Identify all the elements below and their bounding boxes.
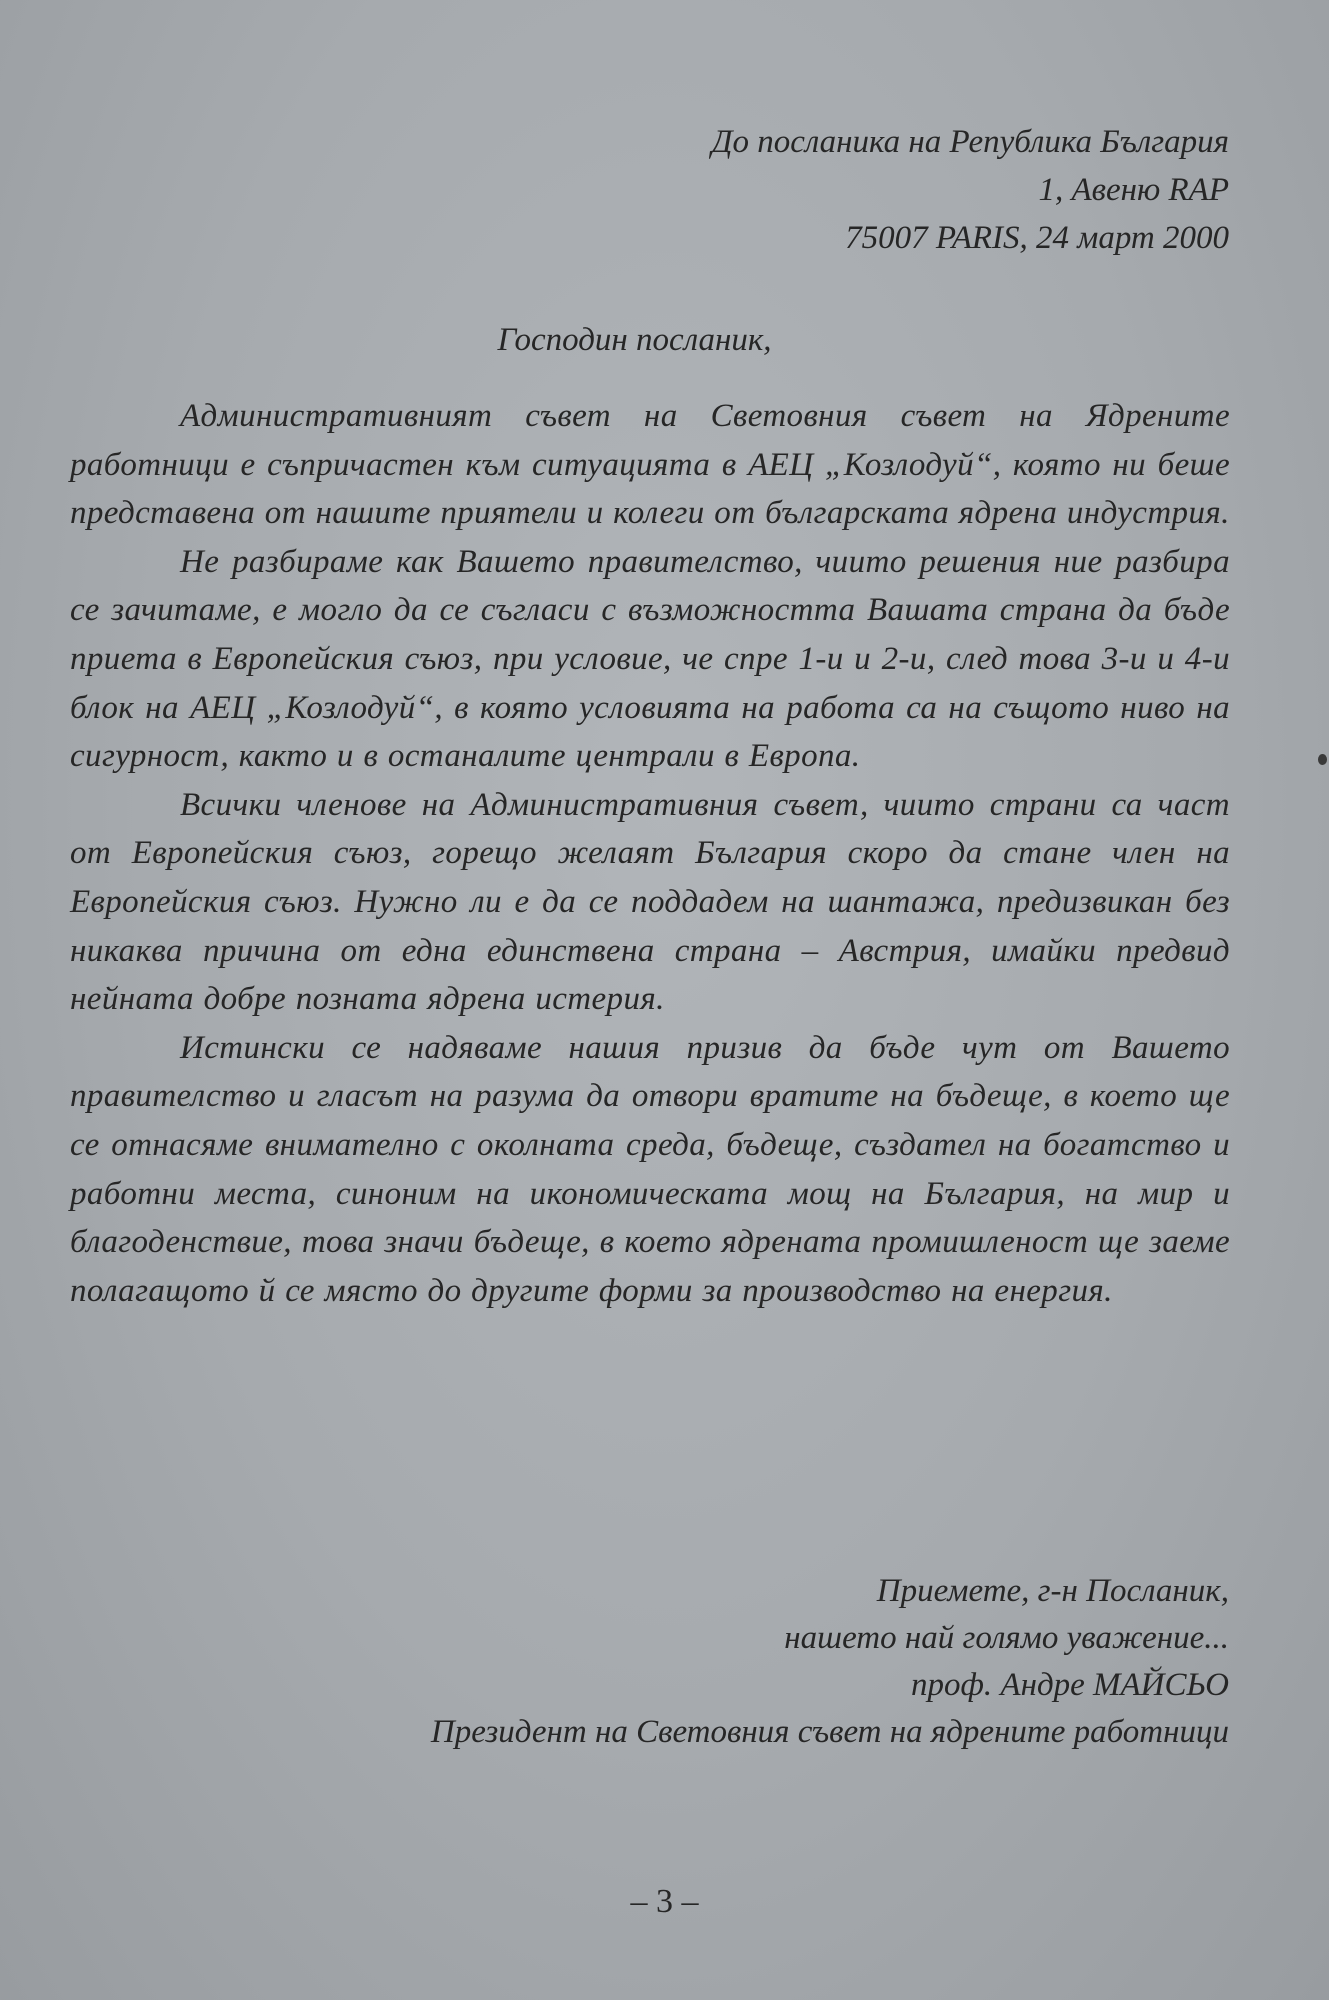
- address-line-recipient: До посланика на Република България: [711, 124, 1229, 160]
- signatory-name: проф. Андре МАЙСЬО: [910, 1667, 1229, 1703]
- body-paragraph-4: Истински се надяваме нашия призив да бъде чут от Вашето правителство и гласът на разума да отвори вратите на бъдеще, в което ще се отнасяме внимателно с околната среда, бъдеще, създател на богатство и работни места, синоним на икономическата мощ на България, на мир и благоденствие, това значи бъдеще, в което ядрената промишленост ще заеме полагащото й се място до другите форми за производство на енергия.: [70, 1029, 1230, 1309]
- address-line-city-date: 75007 PARIS, 24 март 2000: [845, 220, 1229, 256]
- body-paragraph-2: Не разбираме как Вашето правителство, чиито решения ние разбира се зачитаме, е могло да се съгласи с възможността Вашата страна да бъде приета в Европейския съюз, при условие, че спре 1-и и 2-и, след това 3-и и 4-и блок на АЕЦ „Козлодуй“, в която условията на работа са на същото ниво на сигурност, както и в останалите централи в Европа.: [70, 543, 1230, 775]
- address-line-street: 1, Авеню RAP: [1038, 172, 1229, 208]
- page-number: – 3 –: [630, 1883, 699, 1920]
- closing-line-accept: Приемете, г-н Посланик,: [876, 1573, 1229, 1609]
- body-paragraph-3: Всички членове на Административния съвет, чиито страни са част от Европейския съюз, горещо желаят България скоро да стане член на Европейския съюз. Нужно ли е да се поддадем на шантажа, предизвикан без никаква причина от една единствена страна – Австрия, имайки предвид нейната добре позната ядрена истерия.: [70, 786, 1230, 1018]
- closing-block: [431, 1568, 1229, 1756]
- signatory-title: Президент на Световния съвет на ядрените работници: [430, 1714, 1229, 1750]
- salutation: Господин посланик,: [497, 322, 772, 358]
- closing-line-regards: нашето най голямо уважение...: [784, 1620, 1229, 1656]
- body-paragraph-1: Административният съвет на Световния съвет на Ядрените работници е съпричастен към ситуацията в АЕЦ „Козлодуй“, която ни беше представена от нашите приятели и колеги от българската ядрена индустрия.: [70, 398, 1230, 532]
- recipient-address: [711, 118, 1229, 262]
- letter-body: [70, 392, 1230, 1315]
- paper-speck: [1318, 754, 1327, 765]
